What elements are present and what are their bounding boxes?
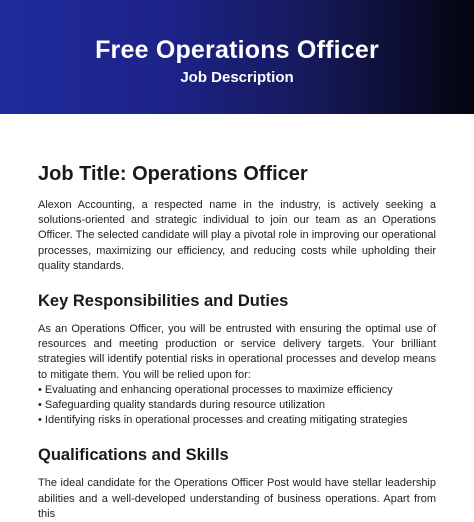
responsibilities-intro: As an Operations Officer, you will be entrusted with ensuring the optimal use of resources and meeting production or service delivery targets. Your brilliant strategies will identify potential risks in operational processes and develop means to mitigate them. You will be relied upon for: [38, 323, 436, 381]
job-title-heading: Job Title: Operations Officer [38, 163, 308, 185]
document-subtitle: Job Description [180, 69, 294, 86]
list-item: • Safeguarding quality standards during resource utilization [38, 399, 325, 412]
document-title: Free Operations Officer [95, 36, 379, 64]
list-item: • Identifying risks in operational processes and creating mitigating strategies [38, 414, 408, 427]
document-body [38, 160, 436, 522]
job-description-paragraph: Alexon Accounting, a respected name in the industry, is actively seeking a solutions-oriented and strategic individual to join our team as an Operations Officer. The selected candidate will play a pivotal role in improving our operational processes, maximizing our efficiency, and reducing costs while upholding their quality standards. [38, 199, 436, 272]
qualifications-heading: Qualifications and Skills [38, 446, 229, 465]
header-banner [0, 0, 474, 114]
responsibilities-list [38, 383, 436, 429]
list-item: • Evaluating and enhancing operational processes to maximize efficiency [38, 383, 393, 396]
qualifications-intro: The ideal candidate for the Operations Officer Post would have stellar leadership abilities and a well-developed understanding of business operations. Apart from this [38, 477, 436, 520]
responsibilities-heading: Key Responsibilities and Duties [38, 292, 289, 311]
